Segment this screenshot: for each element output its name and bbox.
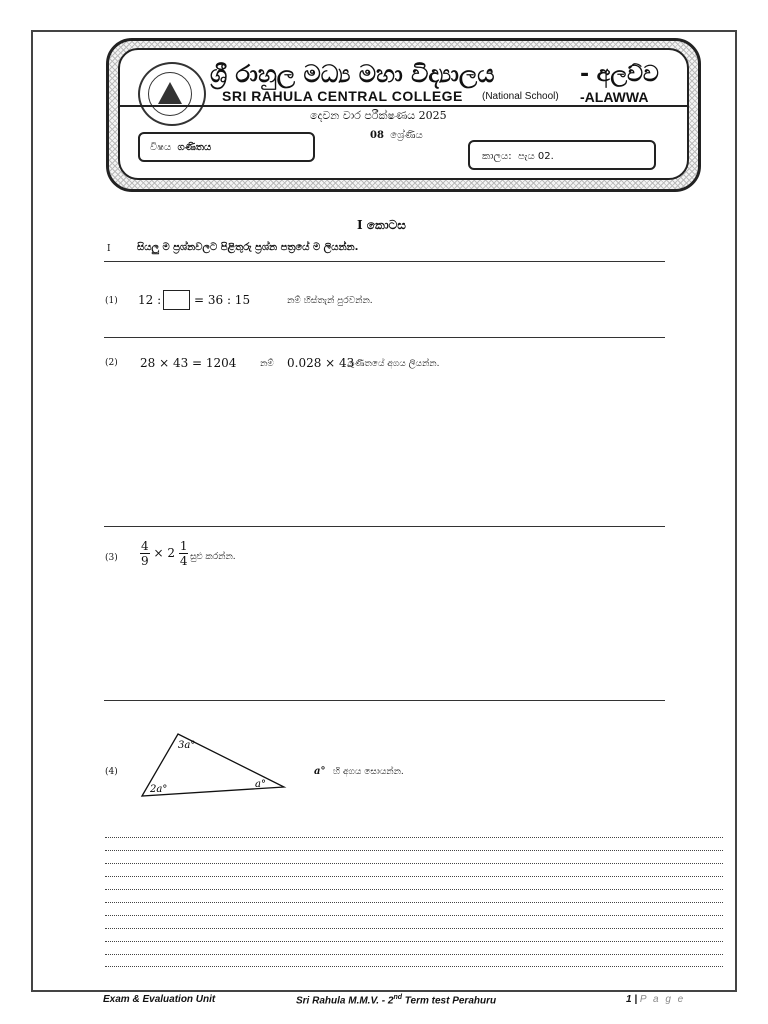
answer-line[interactable] bbox=[105, 954, 723, 955]
time-value: පැය 02. bbox=[517, 151, 554, 162]
subject-label: විෂය bbox=[150, 142, 172, 153]
question-2-connector: නම් bbox=[260, 359, 274, 369]
subject-value: ගණිතය bbox=[177, 142, 212, 153]
divider bbox=[104, 526, 665, 527]
school-crest-emblem-icon bbox=[158, 82, 182, 104]
page-number: 1 bbox=[626, 994, 632, 1005]
answer-line[interactable] bbox=[105, 876, 723, 877]
answer-line[interactable] bbox=[105, 941, 723, 942]
question-1-instruction: නම් හිස්තැන් පුරවන්න. bbox=[287, 296, 373, 306]
footer-test-prefix: Sri Rahula M.M.V. - 2 bbox=[296, 995, 394, 1007]
fraction-denominator: 9 bbox=[141, 554, 149, 568]
angle-left-label: 2a° bbox=[150, 784, 168, 795]
question-1-rhs: = 36 : 15 bbox=[194, 293, 251, 307]
term-title: දෙවන වාර පරීක්ෂණය 2025 bbox=[310, 109, 447, 122]
instruction-number: I bbox=[107, 244, 111, 254]
answer-line[interactable] bbox=[105, 902, 723, 903]
fraction-denominator: 4 bbox=[179, 554, 188, 568]
question-2-number: (2) bbox=[105, 358, 118, 368]
footer-test-suffix: Term test Perahuru bbox=[402, 995, 497, 1007]
footer-test-ordinal: nd bbox=[393, 994, 402, 1001]
question-4-variable: a° bbox=[314, 766, 326, 777]
question-1-lhs: 12 : bbox=[138, 293, 162, 307]
answer-line[interactable] bbox=[105, 889, 723, 890]
angle-top-label: 3a° bbox=[178, 740, 196, 751]
footer-unit: Exam & Evaluation Unit bbox=[103, 994, 216, 1005]
header-divider bbox=[120, 105, 688, 107]
time-box bbox=[468, 140, 656, 170]
fraction-4-9 bbox=[140, 540, 150, 567]
angle-right-label: a° bbox=[255, 779, 266, 790]
school-name-sinhala: ශ්‍රී රාහුල මධ්‍ය මහා විද්‍යාලය bbox=[210, 60, 495, 88]
answer-line[interactable] bbox=[105, 915, 723, 916]
divider bbox=[104, 337, 665, 338]
fraction-numerator: 4 bbox=[141, 539, 149, 553]
question-3-number: (3) bbox=[105, 553, 118, 563]
question-2-expression-2: 0.028 × 43 bbox=[287, 356, 355, 370]
grade-word: ශ්‍රේණිය bbox=[390, 130, 423, 141]
time-label: කාලය: bbox=[482, 151, 512, 162]
school-place-english: -ALAWWA bbox=[580, 89, 649, 105]
grade-number: 08 bbox=[370, 130, 384, 141]
question-3-instruction: සුළු කරන්න. bbox=[190, 552, 236, 562]
divider bbox=[104, 700, 665, 701]
part-title: I කොටස bbox=[357, 218, 406, 232]
fraction-1-4 bbox=[179, 540, 189, 567]
divider bbox=[104, 261, 665, 262]
school-place-sinhala: - අලව්ව bbox=[580, 62, 659, 87]
question-4-number: (4) bbox=[105, 767, 118, 777]
question-2-expression: 28 × 43 = 1204 bbox=[140, 356, 237, 370]
school-name-english: SRI RAHULA CENTRAL COLLEGE bbox=[222, 88, 463, 104]
answer-line[interactable] bbox=[105, 837, 723, 838]
grade-label bbox=[370, 130, 423, 141]
instruction-text: සියලු ම ප්‍රශ්නවලට පිළිතුරු ප්‍රශ්න පත්‍රයේ ම ලියන්න. bbox=[137, 242, 359, 253]
question-3-expression bbox=[140, 540, 188, 567]
page-separator: | bbox=[631, 994, 640, 1005]
footer-test-name bbox=[296, 994, 496, 1006]
national-school-english: (National School) bbox=[482, 91, 559, 102]
question-4-instruction: හි අගය සොයන්න. bbox=[333, 767, 404, 777]
triangle-diagram bbox=[138, 730, 288, 800]
footer-page bbox=[626, 994, 685, 1005]
question-2-instruction: ගුණිතයේ අගය ලියන්න. bbox=[348, 359, 440, 369]
answer-line[interactable] bbox=[105, 966, 723, 967]
answer-blank-box[interactable] bbox=[163, 290, 190, 310]
answer-line[interactable] bbox=[105, 850, 723, 851]
question-1-number: (1) bbox=[105, 296, 118, 306]
fraction-numerator: 1 bbox=[179, 539, 188, 553]
times-mixed-whole: × 2 bbox=[153, 546, 175, 560]
subject-box bbox=[138, 132, 315, 162]
page-word: P a g e bbox=[639, 994, 686, 1005]
answer-line[interactable] bbox=[105, 863, 723, 864]
answer-line[interactable] bbox=[105, 928, 723, 929]
